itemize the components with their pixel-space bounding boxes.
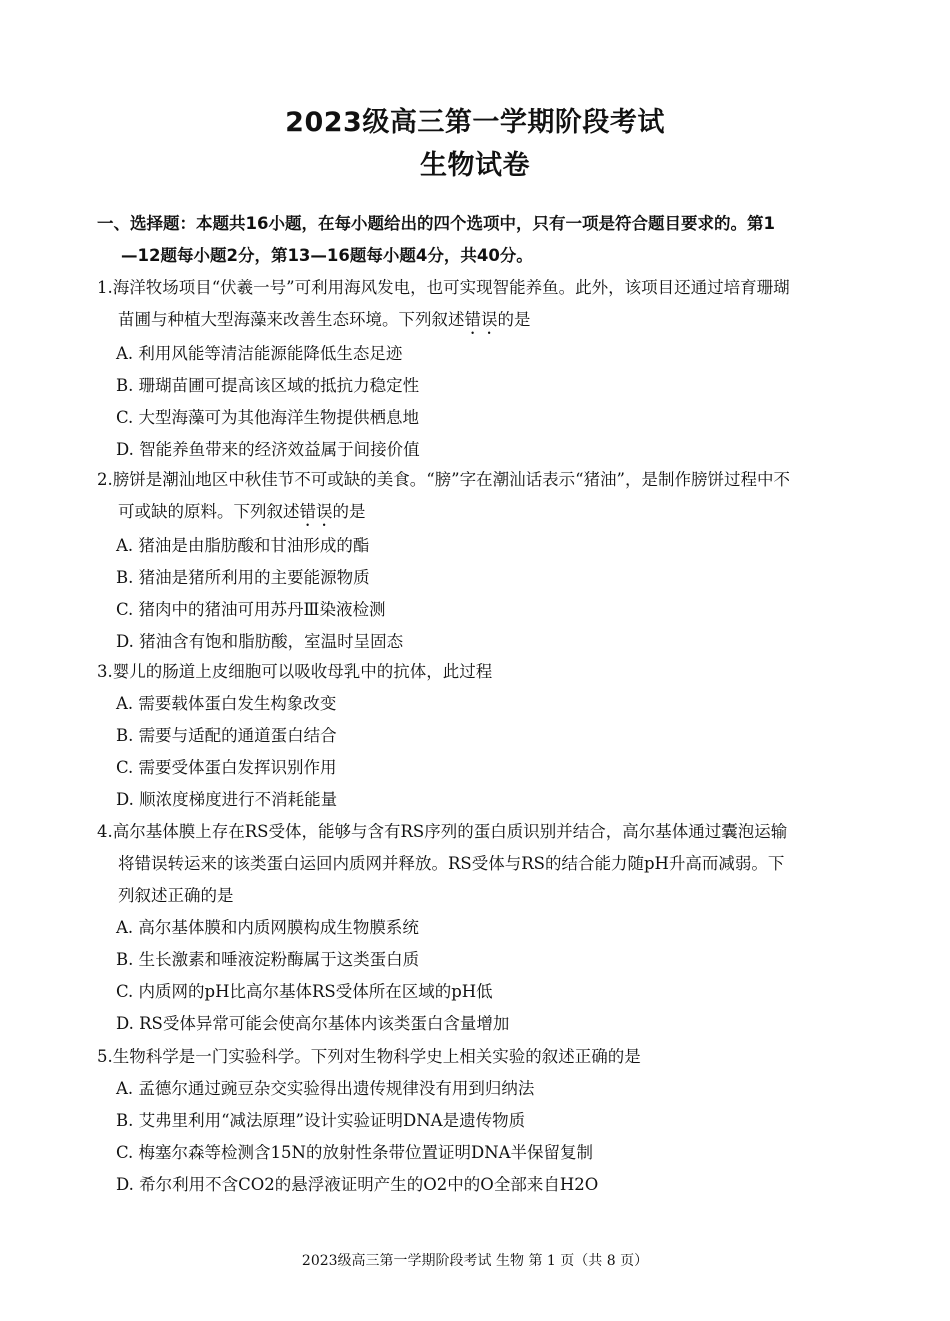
option-a: A. 猪油是由脂肪酸和甘油形成的酯 (116, 536, 370, 555)
exam-title: 2023级高三第一学期阶段考试 (285, 107, 665, 138)
section-instructions-line1: 一、选择题：本题共16小题，在每小题给出的四个选项中，只有一项是符合题目要求的。第1 (97, 214, 775, 233)
option-b: B. 生长激素和唾液淀粉酶属于这类蛋白质 (116, 950, 420, 969)
question-stem-cont: 可或缺的原料。下列叙述错误的是 (118, 502, 366, 521)
option-b: B. 珊瑚苗圃可提高该区域的抵抗力稳定性 (116, 376, 420, 395)
option-b: B. 艾弗里利用“减法原理”设计实验证明DNA是遗传物质 (116, 1111, 526, 1130)
section-instructions (97, 208, 857, 272)
option-d: D. 智能养鱼带来的经济效益属于间接价值 (116, 440, 420, 459)
emphasis-text: 错误 (299, 502, 333, 521)
option-c: C. 需要受体蛋白发挥识别作用 (116, 758, 337, 777)
question-stem: 2.膀饼是潮汕地区中秋佳节不可或缺的美食。“膀”字在潮汕话表示“猪油”，是制作膀饼过程中不 (97, 470, 790, 489)
section-instructions-line2: —12题每小题2分，第13—16题每小题4分，共40分。 (121, 246, 533, 265)
question-stem: 5.生物科学是一门实验科学。下列对生物科学史上相关实验的叙述正确的是 (97, 1047, 641, 1066)
option-c: C. 猪肉中的猪油可用苏丹Ⅲ染液检测 (116, 600, 386, 619)
option-c: C. 内质网的pH比高尔基体RS受体所在区域的pH低 (116, 982, 493, 1001)
option-d: D. 猪油含有饱和脂肪酸，室温时呈固态 (116, 632, 404, 651)
option-a: A. 利用风能等清洁能源能降低生态足迹 (116, 344, 403, 363)
option-d: D. 顺浓度梯度进行不消耗能量 (116, 790, 338, 809)
question-stem-cont: 列叙述正确的是 (118, 886, 234, 905)
question-stem-cont: 将错误转运来的该类蛋白运回内质网并释放。RS受体与RS的结合能力随pH升高而减弱。下 (118, 854, 785, 873)
option-d: D. 希尔利用不含CO2的悬浮液证明产生的O2中的O全部来自H2O (116, 1175, 599, 1194)
question-stem: 3.婴儿的肠道上皮细胞可以吸收母乳中的抗体，此过程 (97, 662, 493, 681)
question-stem: 4.高尔基体膜上存在RS受体，能够与含有RS序列的蛋白质识别并结合，高尔基体通过囊泡运输 (97, 822, 788, 841)
page-footer: 2023级高三第一学期阶段考试 生物 第 1 页（共 8 页） (301, 1253, 649, 1269)
question-1 (97, 272, 862, 466)
question-4 (97, 816, 862, 1040)
emphasis-text: 错误 (464, 310, 498, 329)
option-c: C. 大型海藻可为其他海洋生物提供栖息地 (116, 408, 420, 427)
option-a: A. 高尔基体膜和内质网膜构成生物膜系统 (116, 918, 419, 937)
question-5 (97, 1041, 862, 1201)
question-3 (97, 656, 862, 816)
option-a: A. 孟德尔通过豌豆杂交实验得出遗传规律没有用到归纳法 (116, 1079, 535, 1098)
option-b: B. 猪油是猪所利用的主要能源物质 (116, 568, 370, 587)
question-stem: 1.海洋牧场项目“伏羲一号”可利用海风发电，也可实现智能养鱼。此外，该项目还通过培育珊瑚 (97, 278, 790, 297)
question-stem-cont: 苗圃与种植大型海藻来改善生态环境。下列叙述错误的是 (118, 310, 531, 329)
question-2 (97, 464, 862, 658)
option-d: D. RS受体异常可能会使高尔基体内该类蛋白含量增加 (116, 1014, 510, 1033)
option-a: A. 需要载体蛋白发生构象改变 (116, 694, 337, 713)
option-b: B. 需要与适配的通道蛋白结合 (116, 726, 337, 745)
option-c: C. 梅塞尔森等检测含15N的放射性条带位置证明DNA半保留复制 (116, 1143, 594, 1162)
exam-subject-title: 生物试卷 (420, 150, 530, 181)
